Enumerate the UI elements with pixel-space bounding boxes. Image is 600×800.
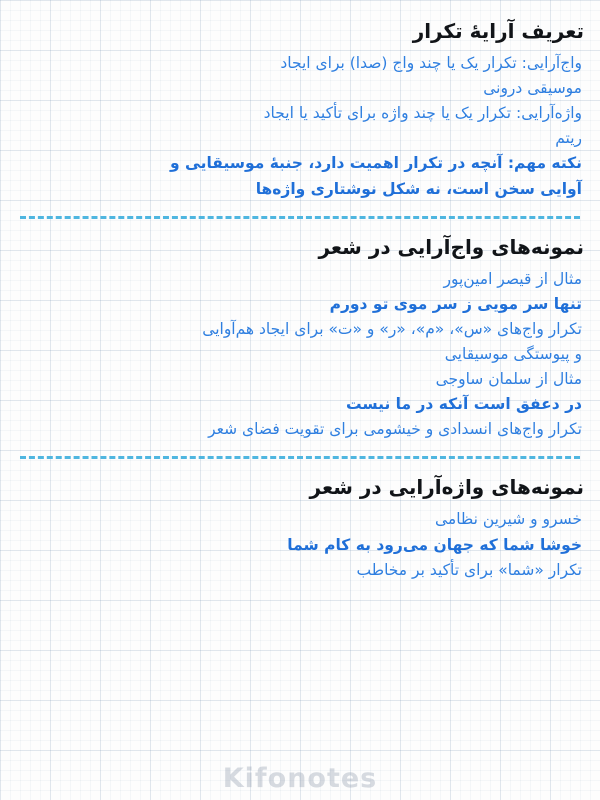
note-line-verse: خوشا شما که جهان می‌رود به کام شما	[287, 535, 582, 554]
note-line: موسیقی درونی	[483, 79, 582, 98]
note-line: ریتم	[555, 129, 582, 148]
note-line: مثال از سلمان ساوجی	[435, 370, 582, 389]
section-alliteration-examples	[14, 230, 586, 443]
note-line-verse: تنها سر مویی ز سر موی تو دورم	[329, 294, 582, 313]
note-line: و پیوستگی موسیقایی	[444, 344, 582, 363]
section-title: نمونه‌های واژه‌آرایی در شعر	[309, 475, 584, 500]
watermark: Kifonotes	[222, 763, 378, 794]
note-line-important: نکته مهم: آنچه در تکرار اهمیت دارد، جنبهٔ موسیقایی و	[169, 154, 582, 173]
section-title: تعریف آرایهٔ تکرار	[412, 19, 584, 43]
note-line: تکرار واج‌های «س»، «م»، «ر» و «ت» برای ایجاد هم‌آوایی	[202, 319, 582, 338]
note-line: تکرار واج‌های انسدادی و خیشومی برای تقویت فضای شعر	[208, 420, 582, 439]
section-definition	[14, 14, 586, 202]
note-line: واژه‌آرایی: تکرار یک یا چند واژه برای تأکید یا ایجاد	[263, 104, 582, 123]
note-line: خسرو و شیرین نظامی	[434, 510, 582, 529]
note-line-verse: در دعفق است آنکه در ما نیست	[345, 395, 582, 414]
note-line: واج‌آرایی: تکرار یک یا چند واج (صدا) برای ایجاد	[280, 54, 582, 72]
section-divider	[14, 208, 586, 226]
section-title: نمونه‌های واج‌آرایی در شعر	[318, 234, 584, 259]
note-line: مثال از قیصر امین‌پور	[443, 269, 582, 288]
note-line-important: آوایی سخن است، نه شکل نوشتاری واژه‌ها	[255, 179, 582, 198]
section-divider	[14, 448, 586, 466]
section-word-repetition-examples	[14, 470, 586, 582]
note-line: تکرار «شما» برای تأکید بر مخاطب	[356, 560, 582, 579]
